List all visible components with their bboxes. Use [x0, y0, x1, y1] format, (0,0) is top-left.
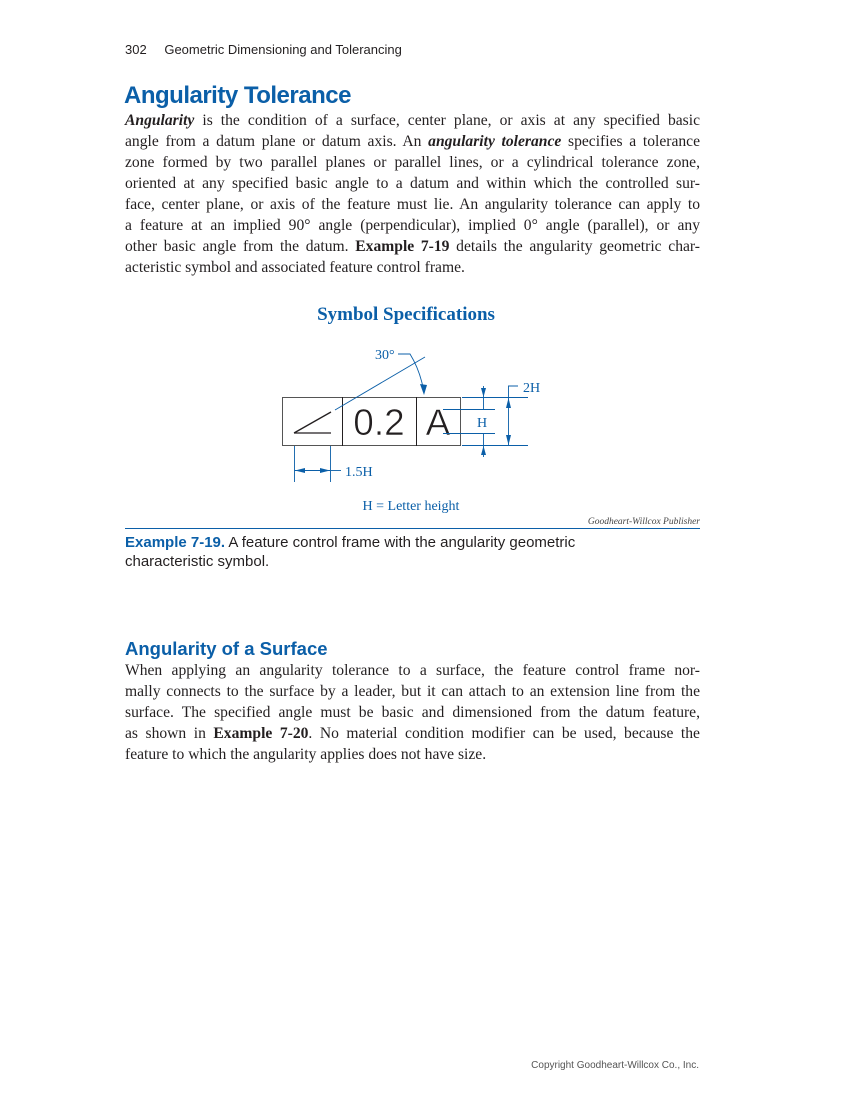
chapter-title: Geometric Dimensioning and Tolerancing [164, 42, 402, 57]
figure-caption [125, 533, 645, 571]
angularity-symbol-icon [294, 412, 331, 433]
text-run: When applying an angularity tolerance to a surface, the feature control frame nor- [125, 662, 700, 679]
text-line [125, 660, 700, 681]
text-run: face, center plane, or axis of the feature must lie. An angularity tolerance can apply to [125, 196, 700, 213]
caption-divider [125, 528, 700, 529]
key-term: angularity tolerance [428, 133, 562, 150]
text-run: mally connects to the surface by a leader, but it can attach to an extension line from the [125, 683, 700, 700]
figure-title: Symbol Specifications [317, 304, 495, 325]
text-line [125, 702, 700, 723]
symbol-width-label: 1.5H [345, 465, 373, 480]
caption-text: A feature control frame with the angularity geometric characteristic symbol. [125, 534, 576, 570]
tolerance-value: 0.2 [353, 402, 405, 443]
datum-letter: A [425, 402, 451, 443]
copyright-notice: Copyright Goodheart-Willcox Co., Inc. [531, 1060, 699, 1071]
text-run: angle from a datum plane or datum axis. An [125, 133, 429, 150]
angle-label: 30° [375, 348, 395, 363]
text-line [125, 723, 700, 744]
frame-height-label: 2H [523, 381, 541, 396]
text-run: is the condition of a surface, center plane, or axis at any specified basic [194, 112, 700, 129]
text-line [125, 681, 700, 702]
text-run: feature to which the angularity applies does not have size. [125, 746, 487, 763]
section-heading-angularity-tolerance: Angularity Tolerance [124, 82, 351, 109]
figure-credit: Goodheart-Willcox Publisher [587, 517, 700, 527]
2h-leader [509, 386, 519, 397]
paragraph-angularity-surface [125, 660, 700, 765]
text-run: other basic angle from the datum. [125, 238, 356, 255]
section-heading-angularity-of-surface: Angularity of a Surface [125, 638, 328, 659]
caption-label: Example 7-19. [125, 534, 226, 551]
text-run: acteristic symbol and associated feature control frame. [125, 259, 465, 276]
text-run: zone formed by two parallel planes or parallel lines, or a cylindrical tolerance zone, [125, 154, 700, 171]
text-line [125, 744, 700, 765]
text-run: a feature at an implied 90° angle (perpendicular), implied 0° angle (parallel), or any [125, 217, 700, 234]
letter-height-legend: H = Letter height [362, 499, 460, 514]
text-run: as shown in [125, 725, 214, 742]
letter-height-label: H [477, 416, 488, 431]
key-term: Angularity [125, 112, 195, 129]
text-run: . No material condition modifier can be used, because the [308, 725, 700, 742]
text-run: specifies a tolerance [561, 133, 701, 150]
cross-reference: Example 7-19 [355, 238, 450, 255]
cross-reference: Example 7-20 [213, 725, 309, 742]
text-run: surface. The specified angle must be basic and dimensioned from the datum feature, [125, 704, 700, 721]
text-run: details the angularity geometric char- [449, 238, 701, 255]
page-number: 302 [125, 42, 147, 57]
text-run: oriented at any specified basic angle to a datum and within which the controlled sur- [125, 175, 700, 192]
